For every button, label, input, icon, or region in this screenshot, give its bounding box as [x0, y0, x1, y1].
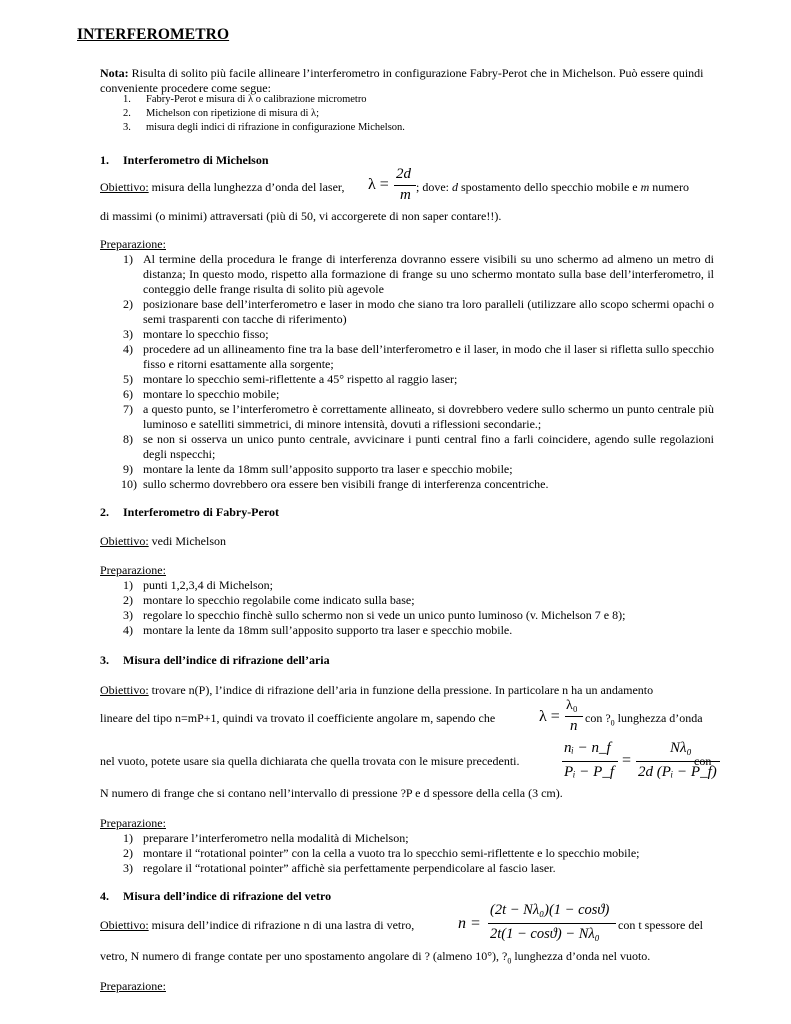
- objective-label: Obiettivo:: [100, 534, 149, 548]
- list-item: [100, 252, 714, 297]
- section-heading-air-index: [100, 653, 330, 668]
- list-text: misura degli indici di rifrazione in configurazione Michelson.: [146, 122, 405, 133]
- note-text: Risulta di solito più facile allineare l’interferometro in configurazione Fabry-Perot che in Michelson. Può essere quindi conveniente procedere come segue:: [100, 66, 704, 95]
- list-item: [100, 623, 714, 638]
- list-text: punti 1,2,3,4 di Michelson;: [143, 578, 273, 592]
- list-text: montare il “rotational pointer” con la cella a vuoto tra lo specchio semi-riflettente e lo specchio mobile;: [143, 846, 640, 860]
- section-number: 1.: [100, 153, 109, 167]
- s3-preparation-list: [100, 831, 714, 876]
- objective-text: lunghezza d’onda nel vuoto.: [511, 949, 651, 963]
- formula-denominator: n: [570, 718, 578, 734]
- list-item: [100, 93, 405, 107]
- list-number: 7): [123, 402, 133, 416]
- list-text: sullo schermo dovrebbero ora essere ben visibili frange di interferenza concentriche.: [143, 477, 549, 491]
- list-text: regolare il “rotational pointer” affichè sia perfettamente perpendicolare al fascio laser.: [143, 861, 556, 875]
- list-number: 2): [123, 846, 133, 860]
- list-item: [100, 297, 714, 327]
- list-text: procedere ad un allineamento fine tra la base dell’interferometro e il laser, in modo che il laser si rifletta sullo specchio fisso e ritorni esattamente alla sorgente;: [143, 342, 714, 371]
- objective-text: misura della lunghezza d’onda del laser,: [148, 180, 345, 194]
- list-text: Al termine della procedura le frange di interferenza dovranno essere visibili su uno schermo ad almeno un metro di distanza; In questo modo, rispetto alla formazione di frange su uno schermo montato sulla base dell’interferometro, il conteggio delle frange risulta di solito più agevole: [143, 252, 714, 296]
- section-heading-fabry-perot: [100, 505, 279, 520]
- variable-m: m: [640, 180, 650, 194]
- list-number: 8): [123, 432, 133, 446]
- section-title: Interferometro di Fabry-Perot: [123, 505, 279, 519]
- list-item: [100, 402, 714, 432]
- list-text: montare lo specchio regolabile come indicato sulla base;: [143, 593, 415, 607]
- list-number: 3): [123, 861, 133, 875]
- formula-glass-index: [458, 902, 618, 948]
- list-item: [100, 831, 714, 846]
- s4-objective-line2: [100, 949, 650, 965]
- list-number: 2): [123, 297, 133, 311]
- section-number: 2.: [100, 505, 109, 519]
- list-item: [100, 327, 714, 342]
- list-text: regolare lo specchio finchè sullo schermo non si vede un unico punto luminoso (v. Michelson 7 e 8);: [143, 608, 626, 622]
- objective-label: Obiettivo:: [100, 683, 149, 697]
- note-list: [100, 93, 405, 135]
- fraction-bar: [394, 185, 416, 186]
- note-paragraph: [100, 66, 720, 95]
- subscript: 0: [610, 718, 615, 728]
- list-number: 9): [123, 462, 133, 476]
- list-text: posizionare base dell’interferometro e laser in modo che siano tra loro paralleli (utilizzare allo scopo schermi opachi o semi trasparenti con tacche di riferimento): [143, 297, 714, 326]
- s2-preparation-list: [100, 578, 714, 638]
- s3-objective-line3: nel vuoto, potete usare sia quella dichiarata che quella trovata con le misure precedenti.: [100, 754, 520, 768]
- list-number: 6): [123, 387, 133, 401]
- list-item: [100, 432, 714, 462]
- list-text: Fabry-Perot e misura di λ o calibrazione micrometro: [146, 94, 367, 105]
- list-text: se non si osserva un unico punto centrale, avvicinare i punti central fino a farli coincidere, agendo sulle regolazioni degli nspecchi;: [143, 432, 714, 461]
- list-item: [100, 107, 405, 121]
- s3-objective-line3b: con: [694, 754, 712, 768]
- list-item: [100, 846, 714, 861]
- formula-lhs: n =: [458, 915, 481, 932]
- formula-lambda-air: [539, 698, 585, 738]
- list-text: montare la lente da 18mm sull’apposito supporto tra laser e specchio mobile;: [143, 462, 513, 476]
- section-number: 4.: [100, 889, 109, 903]
- formula-denominator: Pᵢ − P_f: [564, 764, 614, 780]
- s2-objective: [100, 534, 226, 549]
- list-text: montare lo specchio mobile;: [143, 387, 280, 401]
- s3-objective-line2b: [585, 711, 703, 727]
- list-item: [100, 608, 714, 623]
- objective-text: spostamento dello specchio mobile e: [458, 180, 641, 194]
- s1-objective-line1: [100, 180, 344, 195]
- objective-text: lunghezza d’onda: [614, 711, 703, 725]
- s3-objective-line1: [100, 683, 714, 698]
- objective-text: numero: [649, 180, 689, 194]
- objective-text: trovare n(P), l’indice di rifrazione dell’aria in funzione della pressione. In particolare n ha un andamento: [148, 683, 654, 697]
- objective-text: vetro, N numero di frange contate per uno spostamento angolare di ? (almeno 10°), ?: [100, 949, 508, 963]
- page-title: INTERFEROMETRO: [77, 26, 230, 43]
- list-item: [100, 593, 714, 608]
- list-text: Michelson con ripetizione di misura di λ;: [146, 108, 320, 119]
- list-text: montare lo specchio semi-riflettente a 45° rispetto al raggio laser;: [143, 372, 458, 386]
- s3-preparation-label: Preparazione:: [100, 816, 166, 830]
- formula-denominator: m: [400, 187, 411, 203]
- objective-text: misura dell’indice di rifrazione n di una lastra di vetro,: [148, 918, 415, 932]
- subscript: 0: [507, 956, 512, 966]
- list-item: [100, 578, 714, 593]
- s2-preparation-label: Preparazione:: [100, 563, 166, 577]
- objective-label: Obiettivo:: [100, 180, 149, 194]
- section-title: Misura dell’indice di rifrazione dell’aria: [123, 653, 330, 667]
- s1-objective-line2: di massimi (o minimi) attraversati (più di 50, vi accorgerete di non saper contare!!).: [100, 209, 502, 223]
- list-text: a questo punto, se l’interferometro è correttamente allineato, si dovrebbero vedere sullo schermo un punto centrale più luminoso e satelliti simmetrici, di minore intensità, dovuti a riflessioni secondarie.;: [143, 402, 714, 431]
- list-item: [100, 342, 714, 372]
- formula-lhs: λ =: [368, 176, 389, 193]
- list-number: 3): [123, 327, 133, 341]
- objective-text: con ?: [585, 711, 611, 725]
- fraction-bar: [562, 761, 618, 762]
- formula-equals: =: [622, 752, 632, 769]
- list-item: [100, 462, 714, 477]
- note-label: Nota:: [100, 66, 129, 80]
- section-heading-michelson: [100, 153, 269, 168]
- list-number: 3): [123, 608, 133, 622]
- variable-d: d: [452, 180, 458, 194]
- objective-text: vedi Michelson: [148, 534, 226, 548]
- section-title: Interferometro di Michelson: [123, 153, 269, 167]
- list-number: 4): [123, 623, 133, 637]
- s1-objective-line1b: [416, 180, 689, 195]
- s3-objective-line4: N numero di frange che si contano nell’intervallo di pressione ?P e d spessore della cella (3 cm).: [100, 786, 563, 800]
- list-item: [100, 387, 714, 402]
- list-item: [100, 477, 714, 492]
- list-text: montare la lente da 18mm sull’apposito supporto tra laser e specchio mobile.: [143, 623, 513, 637]
- s4-objective-line1: [100, 918, 414, 933]
- objective-label: Obiettivo:: [100, 918, 149, 932]
- list-number: 2): [123, 593, 133, 607]
- formula-numerator: nᵢ − n_f: [564, 740, 611, 756]
- section-title: Misura dell’indice di rifrazione del vetro: [123, 889, 332, 903]
- formula-numerator: Nλ₀: [670, 740, 692, 756]
- list-number: 1): [123, 578, 133, 592]
- list-text: montare lo specchio fisso;: [143, 327, 269, 341]
- formula-numerator: λ₀: [566, 698, 578, 713]
- formula-denominator: 2t(1 − cosϑ) − Nλ₀: [490, 926, 600, 942]
- list-number: 2.: [123, 108, 131, 119]
- formula-numerator: (2t − Nλ₀)(1 − cosϑ): [490, 902, 610, 918]
- list-number: 1): [123, 252, 133, 266]
- list-item: [100, 121, 405, 135]
- list-text: preparare l’interferometro nella modalità di Michelson;: [143, 831, 409, 845]
- objective-text: ; dove:: [416, 180, 452, 194]
- s1-preparation-label: Preparazione:: [100, 237, 166, 251]
- s1-preparation-list: [100, 252, 714, 492]
- s3-objective-line2a: lineare del tipo n=mP+1, quindi va trovato il coefficiente angolare m, sapendo che: [100, 711, 496, 725]
- list-number: 4): [123, 342, 133, 356]
- s4-objective-line1b: con t spessore del: [618, 918, 703, 932]
- section-heading-glass-index: [100, 889, 331, 904]
- list-number: 5): [123, 372, 133, 386]
- list-item: [100, 372, 714, 387]
- list-number: 1): [123, 831, 133, 845]
- fraction-bar: [565, 716, 583, 717]
- formula-numerator: 2d: [396, 166, 411, 182]
- fraction-bar: [488, 923, 616, 924]
- section-number: 3.: [100, 653, 109, 667]
- list-number: 1.: [123, 94, 131, 105]
- formula-lhs: λ =: [539, 708, 560, 725]
- list-number: 3.: [123, 122, 131, 133]
- list-item: [100, 861, 714, 876]
- list-number: 10): [121, 477, 137, 491]
- formula-denominator: 2d (Pᵢ − P_f): [638, 764, 717, 780]
- s4-preparation-label: Preparazione:: [100, 979, 166, 993]
